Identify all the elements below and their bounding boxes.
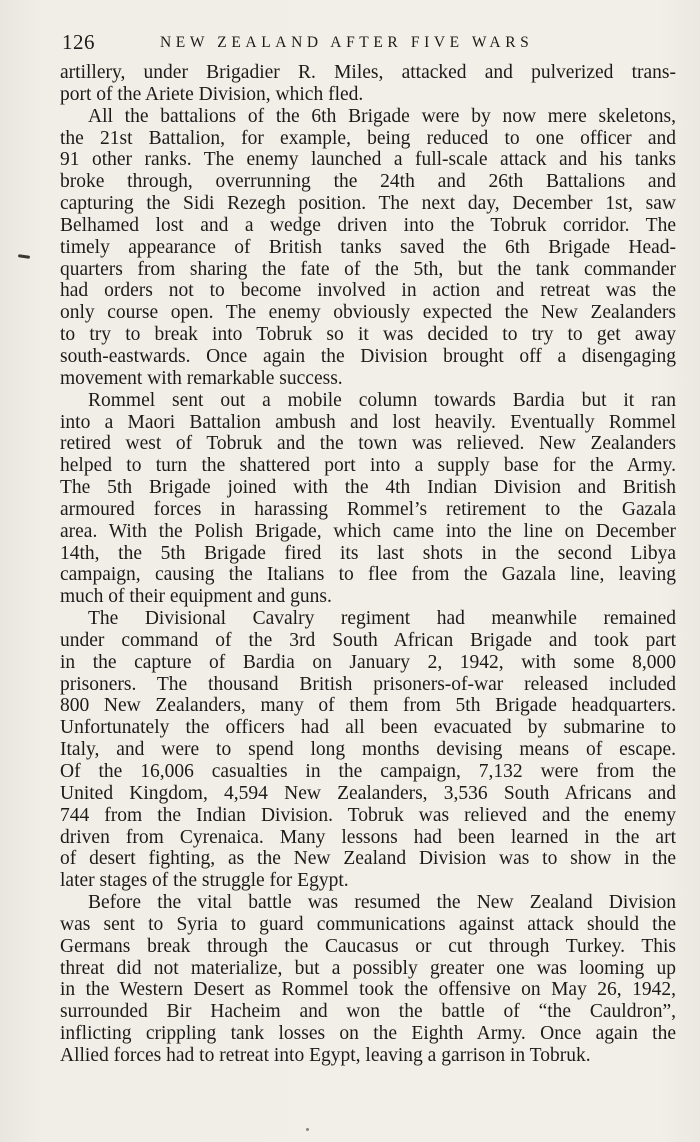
text-line: The 5th Brigade joined with the 4th Indian Division and British <box>60 477 676 499</box>
paragraph <box>60 390 676 608</box>
text-line: only course open. The enemy obviously expected the New Zealanders <box>60 302 676 324</box>
text-line: movement with remarkable success. <box>60 367 343 389</box>
text-line: later stages of the struggle for Egypt. <box>60 870 349 892</box>
text-line: United Kingdom, 4,594 New Zealanders, 3,536 South Africans and <box>60 782 676 804</box>
body-text <box>60 62 676 1067</box>
text-line: 800 New Zealanders, many of them from 5th Brigade headquarters. <box>60 695 676 717</box>
text-line: 744 from the Indian Division. Tobruk was relieved and the enemy <box>60 804 676 826</box>
text-line: much of their equipment and guns. <box>60 586 332 608</box>
text-line: armoured forces in harassing Rommel’s retirement to the Gazala <box>60 498 676 520</box>
text-line: was sent to Syria to guard communications against attack should the <box>60 913 676 935</box>
text-line: the 21st Battalion, for example, being reduced to one officer and <box>60 127 676 149</box>
text-line: Germans break through the Caucasus or cut through Turkey. This <box>60 935 676 957</box>
text-line: Unfortunately the officers had all been evacuated by submarine to <box>60 717 676 739</box>
text-line: 91 other ranks. The enemy launched a full-scale attack and his tanks <box>60 149 676 171</box>
text-line: to try to break into Tobruk so it was decided to try to get away <box>60 324 676 346</box>
text-line: Before the vital battle was resumed the New Zealand Division <box>88 892 676 914</box>
running-title: NEW ZEALAND AFTER FIVE WARS <box>160 34 534 51</box>
paragraph <box>60 892 676 1067</box>
text-line: capturing the Sidi Rezegh position. The next day, December 1st, saw <box>60 193 676 215</box>
page-number: 126 <box>62 30 95 54</box>
text-line: surrounded Bir Hacheim and won the battle of “the Cauldron”, <box>60 1001 676 1023</box>
text-line: helped to turn the shattered port into a supply base for the Army. <box>60 455 676 477</box>
margin-mark <box>18 254 30 259</box>
print-speck <box>306 1128 309 1131</box>
paragraph <box>60 62 676 106</box>
text-line: campaign, causing the Italians to flee from the Gazala line, leaving <box>60 564 676 586</box>
text-line: area. With the Polish Brigade, which came into the line on December <box>60 520 676 542</box>
text-line: had orders not to become involved in action and retreat was the <box>60 280 676 302</box>
text-line: Of the 16,006 casualties in the campaign, 7,132 were from the <box>60 761 676 782</box>
text-line: quarters from sharing the fate of the 5th, but the tank commander <box>60 258 676 280</box>
text-line: driven from Cyrenaica. Many lessons had been learned in the art <box>60 826 676 848</box>
text-line: Belhamed lost and a wedge driven into the Tobruk corridor. The <box>60 214 676 236</box>
text-line: Italy, and were to spend long months devising means of escape. <box>60 739 676 761</box>
text-line: All the battalions of the 6th Brigade were by now mere skeletons, <box>88 105 676 127</box>
text-line: south-eastwards. Once again the Division brought off a disengaging <box>60 345 676 367</box>
running-head <box>62 30 674 58</box>
text-line: under command of the 3rd South African Brigade and took part <box>60 629 676 651</box>
paragraph <box>60 106 676 390</box>
text-line: inflicting crippling tank losses on the Eighth Army. Once again the <box>60 1023 676 1045</box>
text-line: threat did not materialize, but a possibly greater one was looming up <box>60 957 676 979</box>
text-line: The Divisional Cavalry regiment had meanwhile remained <box>88 608 676 630</box>
text-line: artillery, under Brigadier R. Miles, attacked and pulverized trans- <box>60 62 676 83</box>
text-line: of desert fighting, as the New Zealand Division was to show in the <box>60 848 676 870</box>
text-line: Allied forces had to retreat into Egypt, leaving a garrison in Tobruk. <box>60 1044 591 1066</box>
text-line: Rommel sent out a mobile column towards Bardia but it ran <box>88 389 676 411</box>
text-line: 14th, the 5th Brigade fired its last shots in the second Libya <box>60 542 676 564</box>
text-line: in the Western Desert as Rommel took the offensive on May 26, 1942, <box>60 979 676 1001</box>
text-line: broke through, overrunning the 24th and 26th Battalions and <box>60 171 676 193</box>
text-line: in the capture of Bardia on January 2, 1942, with some 8,000 <box>60 651 676 673</box>
text-line: into a Maori Battalion ambush and lost heavily. Eventually Rommel <box>60 411 676 433</box>
text-line: retired west of Tobruk and the town was relieved. New Zealanders <box>60 433 676 455</box>
text-line: timely appearance of British tanks saved the 6th Brigade Head- <box>60 236 676 258</box>
text-line: prisoners. The thousand British prisoners-of-war released included <box>60 673 676 695</box>
text-line: port of the Ariete Division, which fled. <box>60 83 364 105</box>
paragraph <box>60 608 676 892</box>
